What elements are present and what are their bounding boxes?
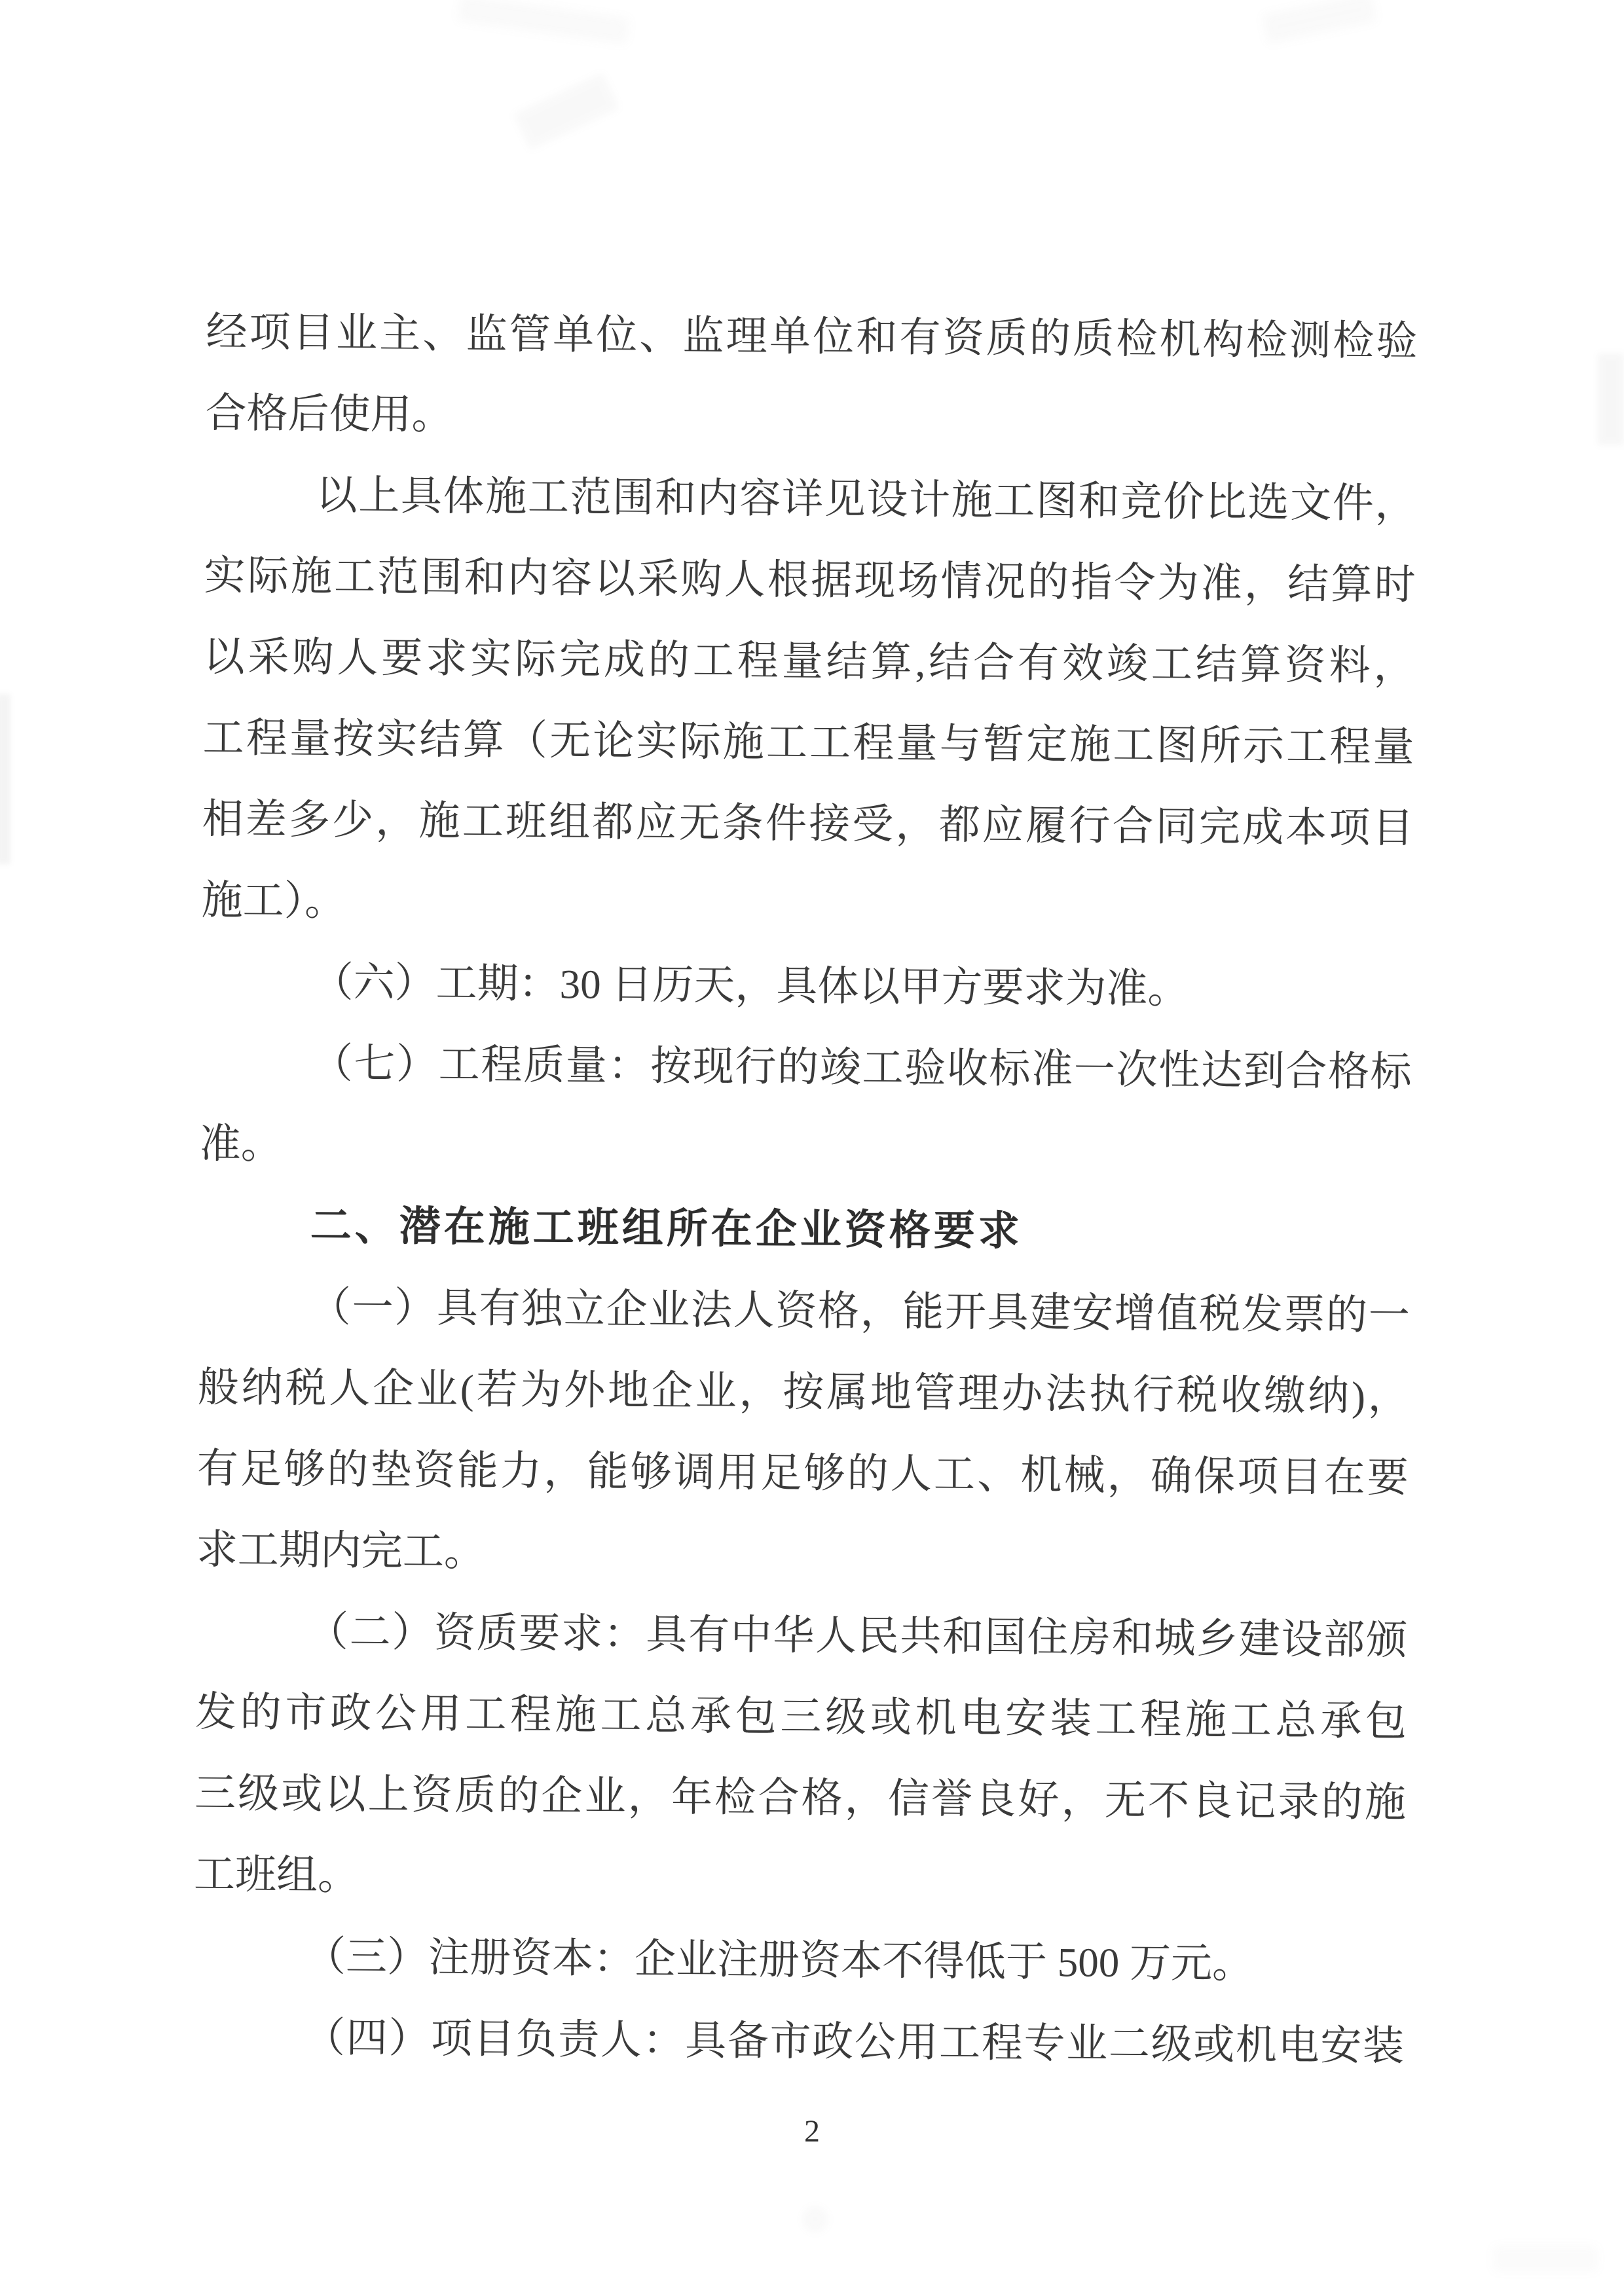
scan-smudge (1493, 2246, 1598, 2272)
text-line: 工班组。 (193, 1851, 360, 1899)
text-line: 般纳税人企业(若为外地企业，按属地管理办法执行税收缴纳)， (197, 1364, 1410, 1420)
scan-smudge (457, 0, 629, 45)
text-line: 施工）。 (201, 877, 346, 924)
page-number: 2 (804, 2114, 820, 2149)
text-line: 发的市政公用工程施工总承包三级或机电安装工程施工总承包 (194, 1688, 1407, 1745)
text-line: 以上具体施工范围和内容详见设计施工图和竞价比选文件， (316, 472, 1416, 527)
text-line: （四）项目负责人：具备市政公用工程专业二级或机电安装 (303, 2014, 1405, 2069)
text-line: （三）注册资本：企业注册资本不得低于 500 万元。 (304, 1933, 1254, 1987)
text-line: （六）工期：30 日历天，具体以甲方要求为准。 (312, 959, 1189, 1012)
scan-smudge (513, 73, 619, 150)
text-line: 有足够的垫资能力，能够调用足够的人工、机械，确保项目在要 (196, 1445, 1409, 1501)
text-line: 实际施工范围和内容以采购人根据现场情况的指令为准，结算时 (204, 552, 1416, 608)
scan-smudge (0, 694, 10, 864)
section-heading: 二、潜在施工班组所在企业资格要求 (310, 1203, 1024, 1254)
text-line: 以采购人要求实际完成的工程量结算,结合有效竣工结算资料， (203, 633, 1415, 689)
text-line: 经项目业主、监管单位、监理单位和有资质的质检机构检测检验 (206, 308, 1418, 365)
text-line: （一）具有独立企业法人资格，能开具建安增值税发票的一 (309, 1284, 1411, 1339)
text-line: 准。 (199, 1120, 283, 1167)
document-text (193, 291, 1418, 2086)
scan-smudge (1598, 354, 1624, 445)
text-line: 相差多少，施工班组都应无条件接受，都应履行合同完成本项目 (202, 795, 1414, 852)
scan-smudge (1262, 0, 1377, 44)
scan-smudge (802, 2206, 828, 2232)
text-line: 合格后使用。 (205, 390, 453, 438)
text-line: （二）资质要求：具有中华人民共和国住房和城乡建设部颁 (306, 1609, 1408, 1664)
text-line: 工程量按实结算（无论实际施工工程量与暂定施工图所示工程量 (202, 714, 1414, 771)
text-line: （七）工程质量：按现行的竣工验收标准一次性达到合格标 (311, 1040, 1412, 1095)
text-line: 求工期内完工。 (196, 1526, 486, 1575)
text-line: 三级或以上资质的企业，年检合格，信誉良好，无不良记录的施 (194, 1770, 1407, 1826)
